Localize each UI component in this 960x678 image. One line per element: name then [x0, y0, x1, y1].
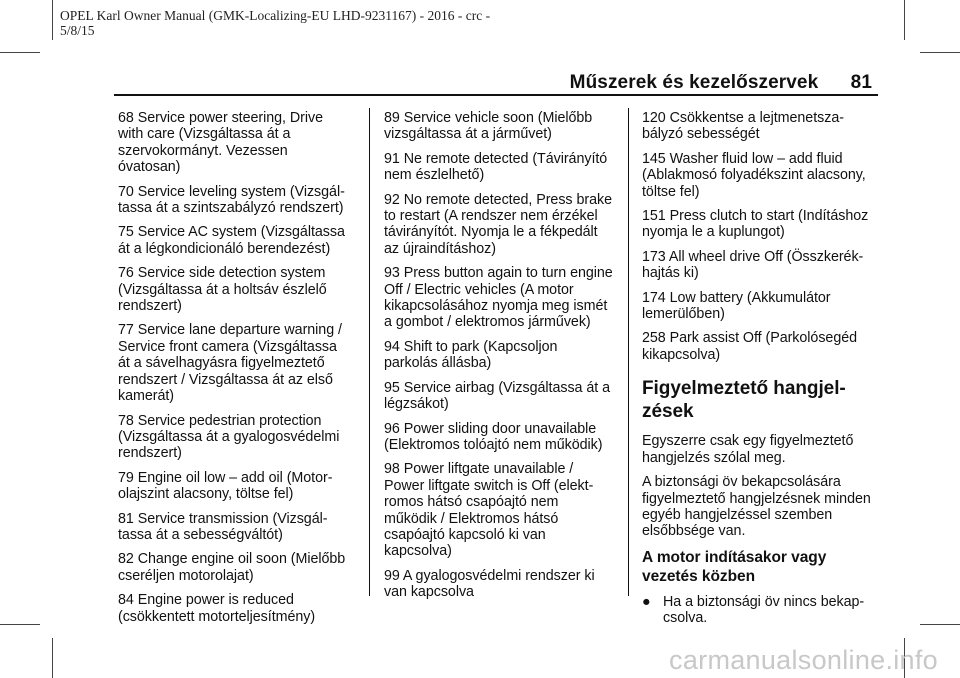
message-item: 81 Service transmission (Vizsgál- tassa át a sebességváltót)	[118, 510, 328, 543]
message-item: 68 Service power steering, Drive with care (Vizsgáltassa át a szervokormányt. Vezessen óvatosan)	[118, 110, 324, 176]
message-item: 92 No remote detected, Press brake to restart (A rendszer nem érzékel távirányítót. Nyomja le a fékpedált az újraindításhoz)	[384, 191, 612, 257]
message-item: 89 Service vehicle soon (Mielőbb vizsgáltassa át a járművet)	[384, 110, 593, 143]
bullet-text: Ha a biztonsági öv nincs bekap- csolva.	[663, 593, 865, 627]
message-item: 174 Low battery (Akkumulátor lemerülőben)	[642, 289, 831, 323]
crop-mark	[0, 624, 40, 625]
message-item: 95 Service airbag (Vizsgáltassa át a légzsákot)	[384, 379, 611, 413]
crop-mark	[920, 52, 960, 53]
column-divider	[369, 108, 370, 596]
column-divider	[628, 108, 629, 596]
section-heading: Figyelmeztető hangjel- zések	[642, 378, 846, 423]
message-item: 93 Press button again to turn engine Off / Electric vehicles (A motor kikapcsolásához nyomja meg ismét a gombot / elektromos járművek)	[384, 265, 613, 331]
message-item: 75 Service AC system (Vizsgáltassa át a légkondicionáló berendezést)	[118, 224, 345, 257]
message-item: 120 Csökkentse a lejtmenetsza- bályzó sebességét	[642, 110, 844, 143]
message-item: 82 Change engine oil soon (Mielőbb cseréljen motorolajat)	[118, 551, 346, 584]
message-item: 78 Service pedestrian protection (Vizsgáltassa át a gyalogosvédelmi rendszert)	[118, 412, 340, 462]
document-header-date: 5/8/15	[60, 23, 95, 38]
crop-mark	[52, 0, 53, 40]
watermark: carmanualsonline.info	[669, 645, 938, 675]
message-item: 91 Ne remote detected (Távirányító nem észlelhető)	[384, 150, 608, 184]
document-header	[60, 8, 540, 38]
text-column-1	[118, 110, 360, 633]
text-column-2	[384, 110, 624, 609]
crop-mark	[920, 624, 960, 625]
header-rule	[114, 94, 878, 96]
message-item: 77 Service lane departure warning / Service front camera (Vizsgáltassa át a sávelhagyásra figyelmeztető rendszert / Vizsgáltassa át az első kamerát)	[118, 322, 342, 405]
crop-mark	[52, 638, 53, 678]
running-head	[570, 72, 872, 94]
message-item: 173 All wheel drive Off (Összkerék- hajtás ki)	[642, 248, 864, 282]
paragraph: A biztonsági öv bekapcsolására figyelmeztető hangjelzésnek minden egyéb hangjelzéssel szemben elsőbbsége van.	[642, 474, 871, 540]
paragraph: Egyszerre csak egy figyelmeztető hangjelzés szólal meg.	[642, 433, 854, 466]
message-item: 70 Service leveling system (Vizsgál- tassa át a szintszabályzó rendszert)	[118, 183, 345, 217]
text-column-3	[642, 110, 886, 627]
message-item: 84 Engine power is reduced (csökkentett motorteljesítmény)	[118, 592, 316, 625]
message-item: 99 A gyalogosvédelmi rendszer ki van kapcsolva	[384, 567, 595, 601]
bullet-item	[642, 594, 886, 627]
message-item: 151 Press clutch to start (Indításhoz nyomja le a kuplungot)	[642, 208, 869, 241]
message-item: 98 Power liftgate unavailable / Power liftgate switch is Off (elekt- romos hátsó csapóajtó nem működik / Elektromos hátsó csapóajtó kapcsoló ki van kapcsolva)	[384, 461, 594, 560]
message-item: 94 Shift to park (Kapcsoljon parkolás állásba)	[384, 338, 558, 372]
document-header-line: OPEL Karl Owner Manual (GMK-Localizing-EU LHD-9231167) - 2016 - crc -	[60, 8, 491, 23]
message-item: 96 Power sliding door unavailable (Elektromos tolóajtó nem működik)	[384, 420, 603, 453]
bullet-icon: ●	[642, 593, 651, 610]
message-item: 76 Service side detection system (Vizsgáltassa át a holtsáv észlelő rendszert)	[118, 265, 327, 315]
crop-mark	[0, 52, 40, 53]
message-item: 258 Park assist Off (Parkolósegéd kikapcsolva)	[642, 330, 858, 363]
page-number: 81	[850, 72, 872, 93]
message-item: 145 Washer fluid low – add fluid (Ablakmosó folyadékszint alacsony, töltse fel)	[642, 150, 866, 200]
section-title: Műszerek és kezelőszervek	[569, 72, 819, 93]
message-item: 79 Engine oil low – add oil (Motor- olajszint alacsony, töltse fel)	[118, 469, 333, 503]
subsection-heading: A motor indításakor vagy vezetés közben	[642, 548, 827, 585]
crop-mark	[904, 0, 905, 40]
